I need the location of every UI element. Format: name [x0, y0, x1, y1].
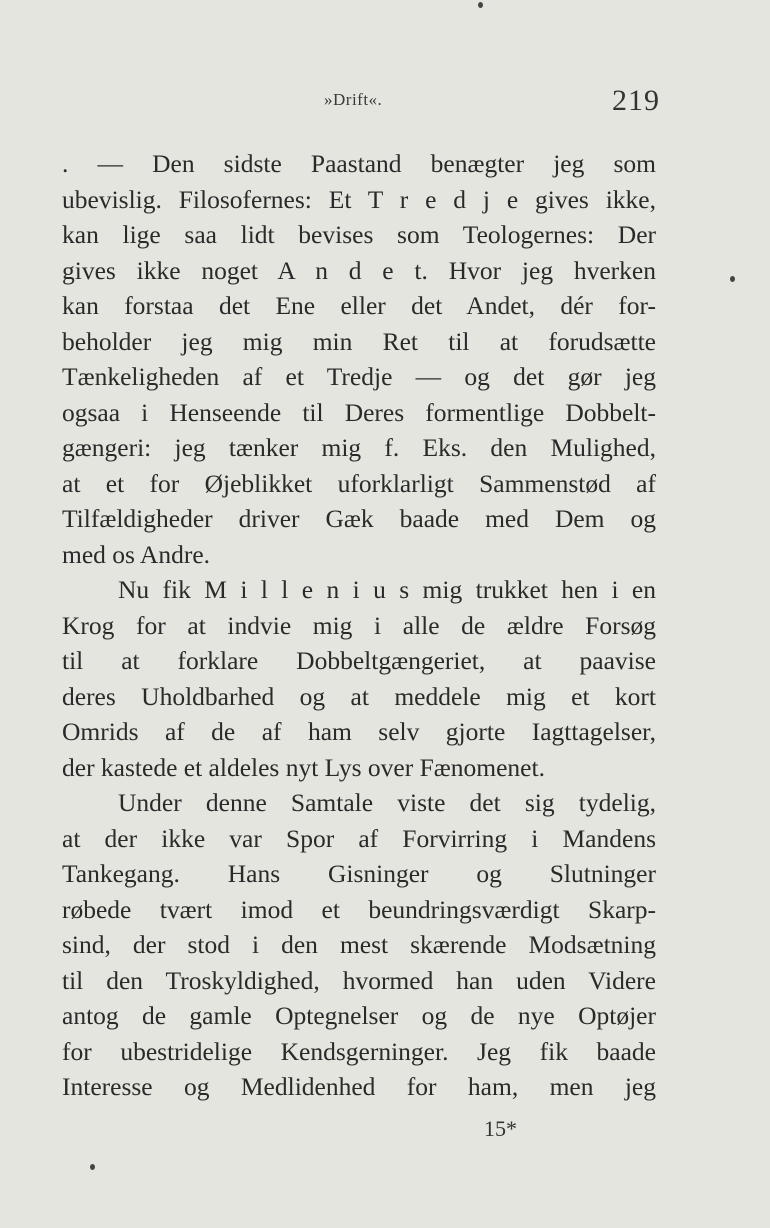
text-line: for ubestridelige Kendsgerninger. Jeg fik baade	[62, 1036, 656, 1066]
text-line: kan lige saa lidt bevises som Teologernes: Der	[62, 220, 656, 249]
text-line: Krog for at indvie mig i alle de ældre Forsøg	[62, 610, 656, 640]
text-line: antog de gamle Optegnelser og de nye Optøjer	[62, 1001, 656, 1030]
text-line: sind, der stod i den mest skærende Modsætning	[62, 930, 656, 959]
running-title: »Drift«.	[324, 90, 383, 109]
print-speck	[730, 276, 735, 282]
text-line: Omrids af de af ham selv gjorte Iagttagelser,	[62, 717, 656, 746]
body-text	[62, 146, 656, 1105]
text-line: kan forstaa det Ene eller det Andet, dér for-	[62, 291, 656, 320]
text-line: med os Andre.	[62, 539, 211, 569]
text-line: til at forklare Dobbeltgængeriet, at paavise	[62, 646, 656, 675]
signature-mark: 15*	[484, 1116, 517, 1141]
text-line: gængeri: jeg tænker mig f. Eks. den Mulighed,	[62, 433, 656, 462]
text-line: deres Uholdbarhed og at meddele mig et kort	[62, 681, 656, 711]
text-line: der kastede et aldeles nyt Lys over Fænomenet.	[62, 752, 545, 782]
text-line: Tænkeligheden af et Tredje — og det gør jeg	[62, 362, 656, 391]
text-line: gives ikke noget A n d e t. Hvor jeg hverken	[62, 255, 656, 285]
text-line: at et for Øjeblikket uforklarligt Sammenstød af	[62, 468, 656, 498]
text-line: . — Den sidste Paastand benægter jeg som	[62, 149, 656, 178]
text-line: ogsaa i Henseende til Deres formentlige Dobbelt-	[62, 397, 656, 427]
text-line: at der ikke var Spor af Forvirring i Mandens	[62, 823, 656, 853]
text-line: beholder jeg mig min Ret til at forudsætte	[62, 326, 656, 356]
text-line: Interesse og Medlidenhed for ham, men jeg	[62, 1072, 656, 1101]
text-line: røbede tvært imod et beundringsværdigt Skarp-	[62, 894, 656, 924]
running-head	[0, 82, 770, 122]
text-line: ubevislig. Filosofernes: Et T r e d j e gives ikke,	[62, 184, 656, 214]
print-speck	[90, 1164, 95, 1170]
text-line: Under denne Samtale viste det sig tydelig,	[118, 788, 656, 817]
text-line: Tankegang. Hans Gisninger og Slutninger	[62, 859, 656, 888]
text-line: Nu fik M i l l e n i u s mig trukket hen i en	[118, 575, 656, 604]
print-speck	[478, 2, 483, 8]
text-line: til den Troskyldighed, hvormed han uden Videre	[62, 965, 656, 995]
text-line: Tilfældigheder driver Gæk baade med Dem og	[62, 504, 656, 533]
page-number: 219	[612, 84, 660, 117]
